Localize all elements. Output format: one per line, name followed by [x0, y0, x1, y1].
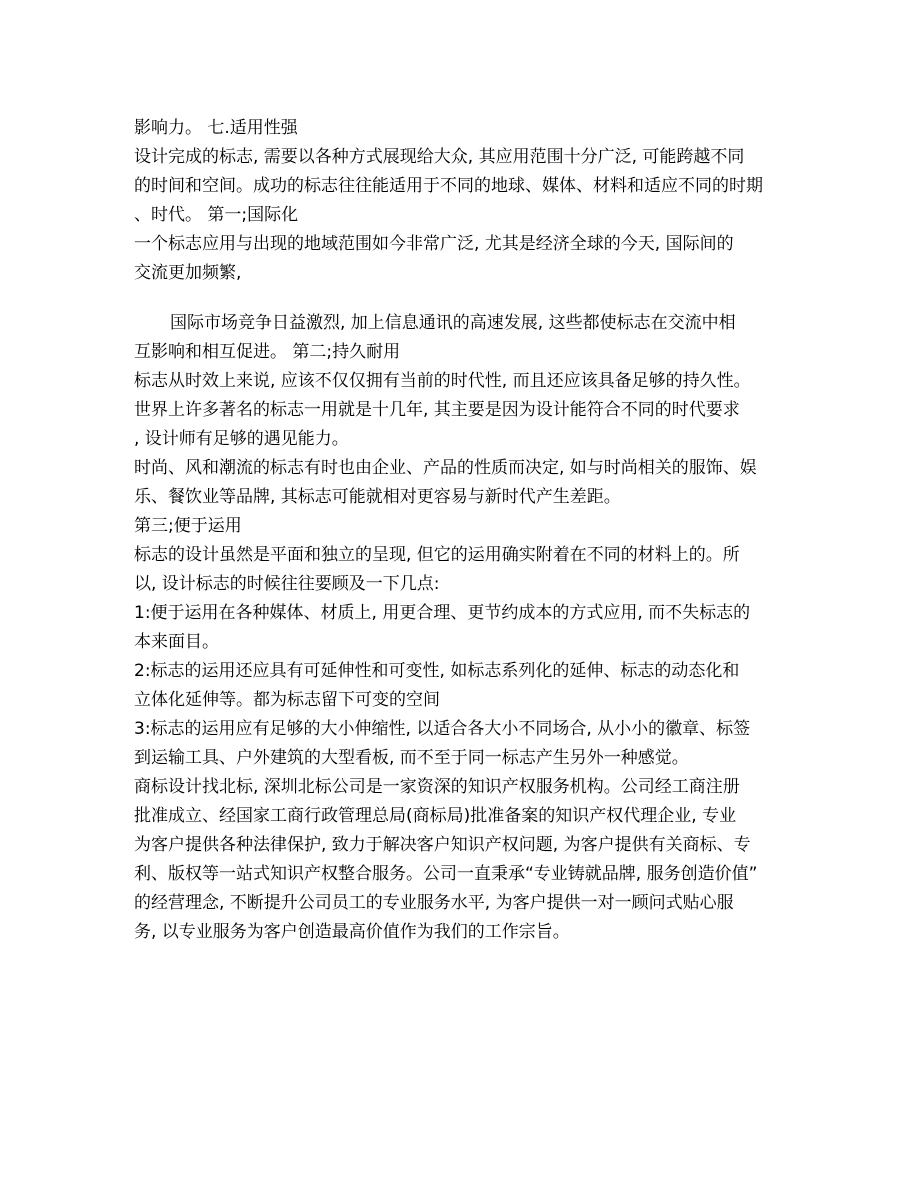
- text-line: 交流更加频繁,: [134, 263, 242, 283]
- paragraph-gap: [134, 288, 790, 309]
- text-line: 乐、餐饮业等品牌, 其标志可能就相对更容易与新时代产生差距。: [134, 487, 621, 507]
- text-line: 设计完成的标志, 需要以各种方式展现给大众, 其应用范围十分广泛, 可能跨越不同: [134, 147, 745, 167]
- text-line: 1:便于运用在各种媒体、材质上, 用更合理、更节约成本的方式应用, 而不失标志的: [134, 603, 751, 623]
- text-line: 第三;便于运用: [134, 516, 242, 536]
- text-line: 商标设计找北标, 深圳北标公司是一家资深的知识产权服务机构。公司经工商注册: [134, 777, 740, 797]
- text-line: 标志从时效上来说, 应该不仅仅拥有当前的时代性, 而且还应该具备足够的持久性。: [134, 371, 751, 391]
- text-line: 国际市场竞争日益激烈, 加上信息通讯的高速发展, 这些都使标志在交流中相: [170, 313, 736, 333]
- text-line: 时尚、风和潮流的标志有时也由企业、产品的性质而决定, 如与时尚相关的服饰、娱: [134, 458, 757, 478]
- text-line: 世界上许多著名的标志一用就是十几年, 其主要是因为设计能符合不同的时代要求: [134, 400, 740, 420]
- document-body: [134, 114, 790, 947]
- text-line: 2:标志的运用还应具有可延伸性和可变性, 如标志系列化的延伸、标志的动态化和: [134, 661, 740, 681]
- text-line: 标志的设计虽然是平面和独立的呈现, 但它的运用确实附着在不同的材料上的。所: [134, 545, 740, 565]
- text-line: 互影响和相互促进。 第二;持久耐用: [134, 342, 401, 362]
- text-line: 的时间和空间。成功的标志往往能适用于不同的地球、媒体、材料和适应不同的时期: [134, 176, 763, 196]
- text-line: 务, 以专业服务为客户创造最高价值作为我们的工作宗旨。: [134, 922, 570, 942]
- text-line: 的经营理念, 不断提升公司员工的专业服务水平, 为客户提供一对一顾问式贴心服: [134, 893, 734, 913]
- text-line: 、时代。 第一;国际化: [134, 205, 299, 225]
- text-line: , 设计师有足够的遇见能力。: [134, 429, 349, 449]
- text-line: 到运输工具、户外建筑的大型看板, 而不至于同一标志产生另外一种感觉。: [134, 748, 689, 768]
- text-line: 影响力。 七.适用性强: [134, 118, 298, 138]
- text-line: 3:标志的运用应有足够的大小伸缩性, 以适合各大小不同场合, 从小小的徽章、标签: [134, 719, 751, 739]
- text-line: 立体化延伸等。都为标志留下可变的空间: [134, 690, 440, 710]
- text-line: 利、版权等一站式知识产权整合服务。公司一直秉承“专业铸就品牌, 服务创造价值”: [134, 864, 758, 884]
- text-line: 批准成立、经国家工商行政管理总局(商标局)批准备案的知识产权代理企业, 专业: [134, 806, 737, 826]
- text-line: 一个标志应用与出现的地域范围如今非常广泛, 尤其是经济全球的今天, 国际间的: [134, 234, 734, 254]
- text-line: 以, 设计标志的时候往往要顾及一下几点:: [134, 574, 440, 594]
- text-line: 本来面目。: [134, 632, 219, 652]
- text-line: 为客户提供各种法律保护, 致力于解决客户知识产权问题, 为客户提供有关商标、专: [134, 835, 751, 855]
